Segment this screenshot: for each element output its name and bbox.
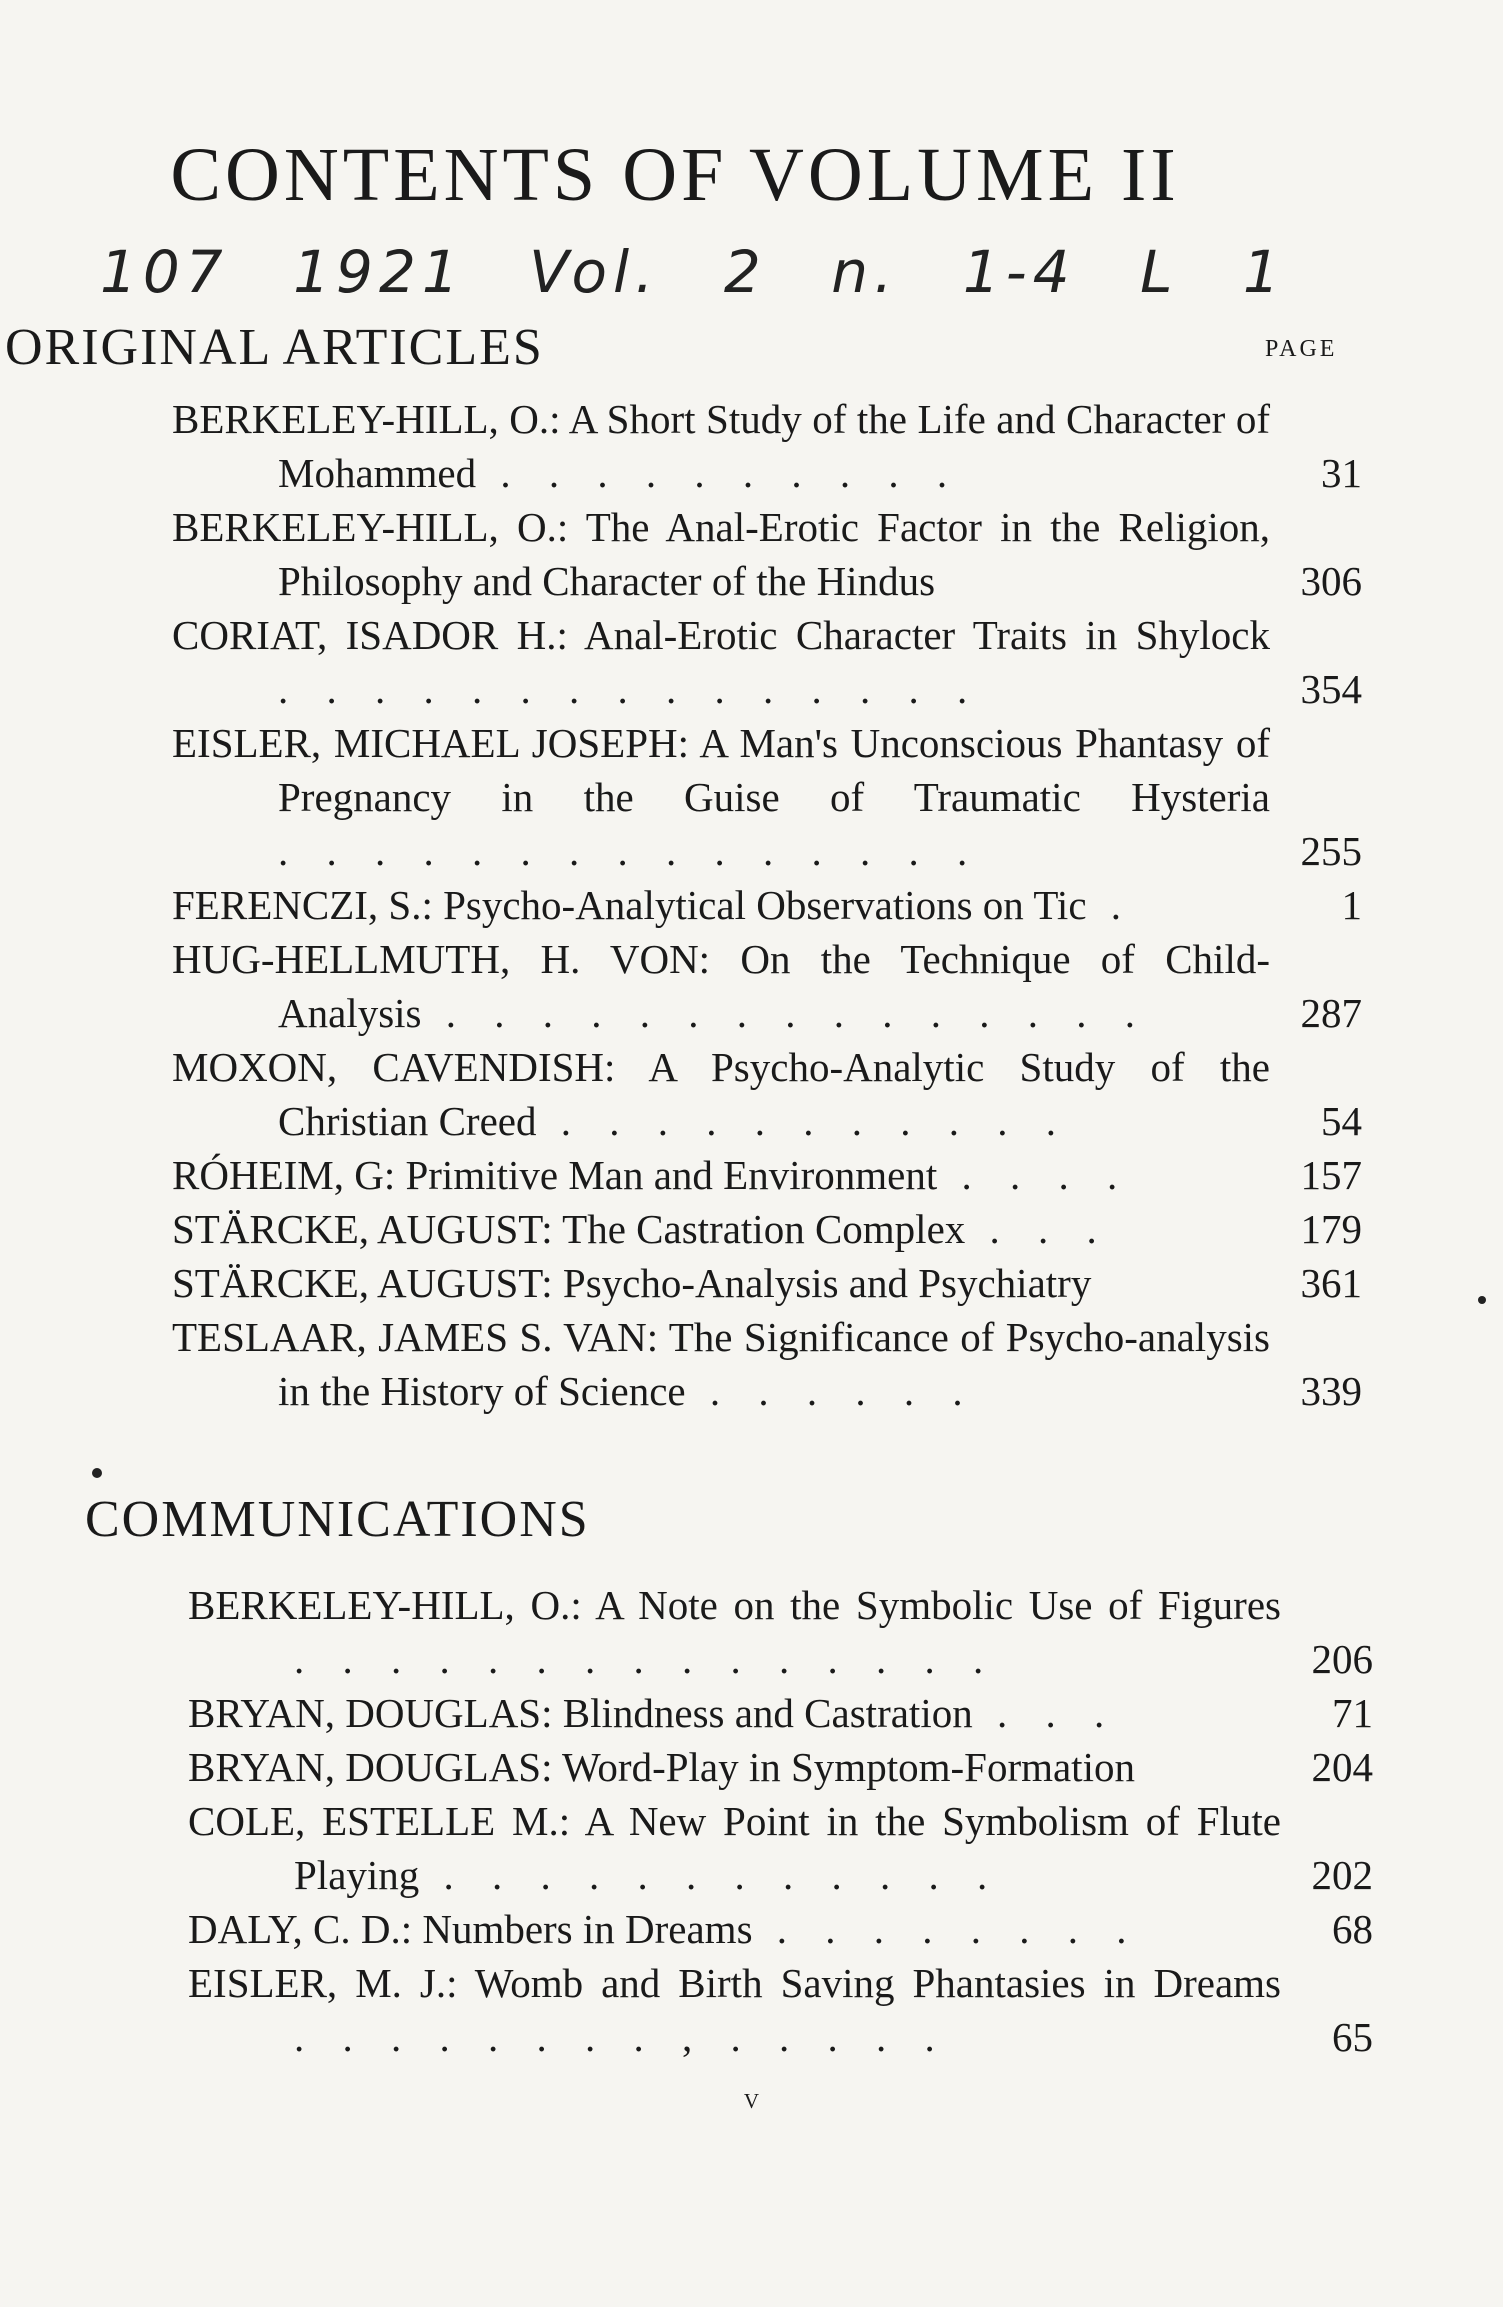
toc-entry-text: STÄRCKE, AUGUST: Psycho-Analysis and Psychiatry bbox=[172, 1260, 1092, 1306]
toc-entry bbox=[172, 392, 1362, 500]
dot-leader: . . . bbox=[965, 1206, 1111, 1252]
communications-list bbox=[188, 1578, 1373, 2064]
page-title: CONTENTS OF VOLUME II bbox=[170, 133, 1180, 217]
toc-page-number: 287 bbox=[1300, 990, 1362, 1036]
ink-speck bbox=[1478, 1296, 1486, 1304]
toc-page-number: 68 bbox=[1332, 1906, 1373, 1952]
toc-entry bbox=[172, 716, 1362, 878]
toc-entry bbox=[172, 1040, 1362, 1148]
ink-speck bbox=[92, 1468, 102, 1478]
toc-page-number: 306 bbox=[1300, 558, 1362, 604]
toc-entry bbox=[188, 1902, 1373, 1956]
toc-page-number: 157 bbox=[1300, 1152, 1362, 1198]
toc-page-number: 179 bbox=[1300, 1206, 1362, 1252]
dot-leader: . bbox=[1086, 882, 1136, 928]
toc-entry-text: EISLER, MICHAEL JOSEPH: A Man's Unconscious Phantasy of Pregnancy in the Guise of Traumatic Hysteria bbox=[172, 720, 1270, 820]
toc-entry bbox=[188, 1956, 1373, 2064]
page-folio: v bbox=[743, 2082, 760, 2115]
toc-entry-text: BRYAN, DOUGLAS: Word-Play in Symptom-Formation bbox=[188, 1744, 1135, 1790]
dot-leader: . . . . . . . . . . . . . . . bbox=[278, 828, 982, 874]
toc-entry-text: EISLER, M. J.: Womb and Birth Saving Phantasies in Dreams bbox=[188, 1960, 1281, 2006]
dot-leader: . . . . . . . . . . . bbox=[536, 1098, 1070, 1144]
toc-entry bbox=[172, 1148, 1362, 1202]
toc-page-number: 65 bbox=[1332, 2014, 1373, 2060]
toc-entry bbox=[188, 1578, 1373, 1686]
dot-leader: . . . . . . . . bbox=[752, 1906, 1141, 1952]
toc-page-number: 1 bbox=[1341, 882, 1362, 928]
toc-entry-text: TESLAAR, JAMES S. VAN: The Significance of Psycho-analysis in the History of Science bbox=[172, 1314, 1270, 1414]
dot-leader: . . . . . . . . . . . . . . . bbox=[278, 666, 982, 712]
toc-entry-text: DALY, C. D.: Numbers in Dreams bbox=[188, 1906, 753, 1952]
toc-page-number: 31 bbox=[1321, 450, 1362, 496]
toc-page-number: 354 bbox=[1300, 666, 1362, 712]
toc-entry bbox=[172, 1256, 1362, 1310]
toc-page-number: 206 bbox=[1311, 1636, 1373, 1682]
dot-leader: . . . . . . . . . . bbox=[476, 450, 962, 496]
toc-page-number: 54 bbox=[1321, 1098, 1362, 1144]
toc-page-number: 202 bbox=[1311, 1852, 1373, 1898]
toc-entry bbox=[172, 500, 1362, 608]
dot-leader: . . . . bbox=[937, 1152, 1132, 1198]
section-heading-original-articles: ORIGINAL ARTICLES bbox=[5, 319, 544, 376]
toc-page-number: 361 bbox=[1300, 1260, 1362, 1306]
toc-entry-text: MOXON, CAVENDISH: A Psycho-Analytic Study of the Christian Creed bbox=[172, 1044, 1270, 1144]
original-articles-list bbox=[172, 392, 1362, 1418]
page-column-label: PAGE bbox=[1265, 336, 1338, 362]
toc-entry bbox=[188, 1686, 1373, 1740]
toc-entry-text: BRYAN, DOUGLAS: Blindness and Castration bbox=[188, 1690, 973, 1736]
toc-entry bbox=[172, 608, 1362, 716]
dot-leader: . . . . . . . . . . . . bbox=[419, 1852, 1002, 1898]
toc-page-number: 204 bbox=[1311, 1744, 1373, 1790]
toc-entry bbox=[188, 1740, 1373, 1794]
toc-entry-text: STÄRCKE, AUGUST: The Castration Complex bbox=[172, 1206, 966, 1252]
toc-entry bbox=[172, 1310, 1362, 1418]
toc-entry-text: CORIAT, ISADOR H.: Anal-Erotic Character Traits in Shylock bbox=[172, 612, 1270, 658]
dot-leader: . . . . . . bbox=[685, 1368, 977, 1414]
toc-entry-text: RÓHEIM, G: Primitive Man and Environment bbox=[172, 1152, 938, 1198]
toc-page-number: 339 bbox=[1300, 1368, 1362, 1414]
handwritten-note: 107 1921 Vol. 2 n. 1-4 L 1 bbox=[100, 238, 1286, 306]
section-heading-communications: COMMUNICATIONS bbox=[85, 1491, 590, 1548]
toc-entry bbox=[172, 878, 1362, 932]
dot-leader: . . . . . . . . . . . . . . . bbox=[294, 1636, 998, 1682]
dot-leader: . . . . . . . . . . . . . . . bbox=[421, 990, 1149, 1036]
toc-entry-text: HUG-HELLMUTH, H. VON: On the Technique of Child-Analysis bbox=[172, 936, 1270, 1036]
toc-entry-text: COLE, ESTELLE M.: A New Point in the Symbolism of Flute Playing bbox=[188, 1798, 1281, 1898]
toc-entry-text: BERKELEY-HILL, O.: A Note on the Symbolic Use of Figures bbox=[188, 1582, 1281, 1628]
toc-page-number: 71 bbox=[1332, 1690, 1373, 1736]
toc-entry bbox=[172, 1202, 1362, 1256]
toc-entry-text: FERENCZI, S.: Psycho-Analytical Observations on Tic bbox=[172, 882, 1087, 928]
dot-leader: . . . . . . . . , . . . . . bbox=[294, 2014, 949, 2060]
toc-page-number: 255 bbox=[1300, 828, 1362, 874]
toc-entry bbox=[172, 932, 1362, 1040]
toc-entry bbox=[188, 1794, 1373, 1902]
dot-leader: . . . bbox=[972, 1690, 1119, 1736]
toc-entry-text: BERKELEY-HILL, O.: A Short Study of the Life and Character of Mohammed bbox=[172, 396, 1270, 496]
toc-entry-text: BERKELEY-HILL, O.: The Anal-Erotic Factor in the Religion, Philosophy and Character of the Hindus bbox=[172, 504, 1270, 604]
